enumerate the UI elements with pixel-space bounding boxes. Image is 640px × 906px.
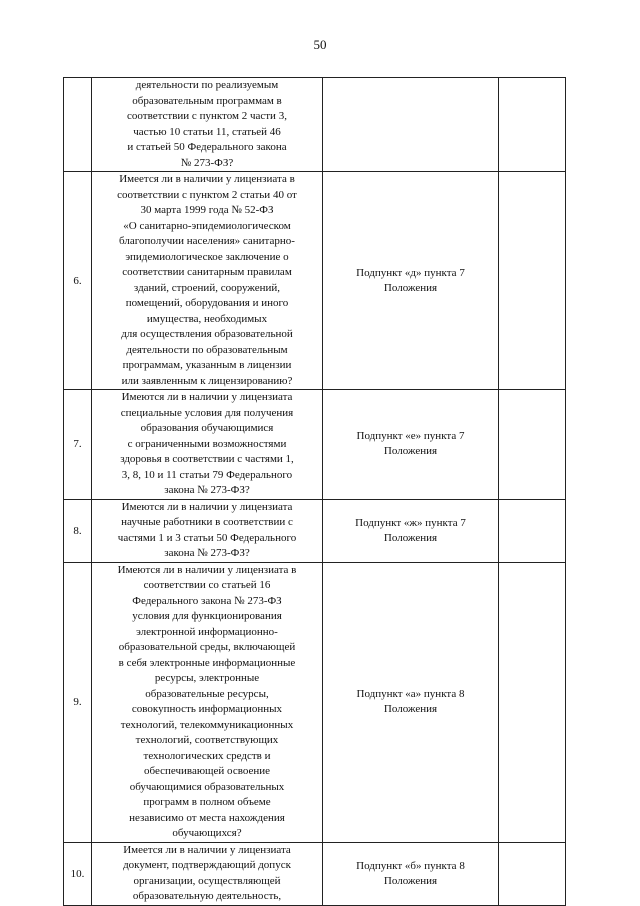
reference-cell: Подпункт «ж» пункта 7 Положения xyxy=(323,499,499,562)
reference-cell xyxy=(323,78,499,172)
row-number: 6. xyxy=(64,172,92,390)
answer-cell xyxy=(499,390,566,500)
page-number: 50 xyxy=(313,37,327,52)
table-row xyxy=(64,390,566,500)
row-number: 9. xyxy=(64,562,92,842)
answer-cell xyxy=(499,172,566,390)
reference-cell: Подпункт «е» пункта 7 Положения xyxy=(323,390,499,500)
row-number: 8. xyxy=(64,499,92,562)
answer-cell xyxy=(499,842,566,905)
question-cell: Имеется ли в наличии у лицензиата документ, подтверждающий допуск организации, осуществляющей образовательную деятельность, xyxy=(92,842,323,905)
row-number: 7. xyxy=(64,390,92,500)
answer-cell xyxy=(499,78,566,172)
table-row xyxy=(64,842,566,905)
table-row xyxy=(64,78,566,172)
reference-cell: Подпункт «б» пункта 8 Положения xyxy=(323,842,499,905)
reference-cell: Подпункт «д» пункта 7 Положения xyxy=(323,172,499,390)
table-row xyxy=(64,172,566,390)
question-cell: Имеются ли в наличии у лицензиата специальные условия для получения образования обучающимися с ограниченными возможностями здоровья в соответствии с частями 1, 3, 8, 10 и 11 статьи 79 Федерального закона № 273-ФЗ? xyxy=(92,390,323,500)
table-row xyxy=(64,562,566,842)
row-number xyxy=(64,78,92,172)
requirements-table xyxy=(63,77,566,906)
answer-cell xyxy=(499,499,566,562)
answer-cell xyxy=(499,562,566,842)
question-cell: Имеется ли в наличии у лицензиата в соответствии с пунктом 2 статьи 40 от 30 марта 1999 года № 52-ФЗ «О санитарно-эпидемиологическом благополучии населения» санитарно- эпидемиологическое заключение о соответствии санитарным правилам зданий, строений, сооружений, помещений, оборудования и иного имущества, необходимых для осуществления образовательной деятельности по образовательным программам, указанным в лицензии или заявленным к лицензированию? xyxy=(92,172,323,390)
question-cell: Имеются ли в наличии у лицензиата в соответствии со статьей 16 Федерального закона № 273-ФЗ условия для функционирования электронной информационно- образовательной среды, включающей в себя электронные информационные ресурсы, электронные образовательные ресурсы, совокупность информационных технологий, телекоммуникационных технологий, соответствующих технологических средств и обеспечивающей освоение обучающимися образовательных программ в полном объеме независимо от места нахождения обучающихся? xyxy=(92,562,323,842)
question-cell: Имеются ли в наличии у лицензиата научные работники в соответствии с частями 1 и 3 статьи 50 Федерального закона № 273-ФЗ? xyxy=(92,499,323,562)
table-row xyxy=(64,499,566,562)
row-number: 10. xyxy=(64,842,92,905)
question-cell: деятельности по реализуемым образовательным программам в соответствии с пунктом 2 части 3, частью 10 статьи 11, статьей 46 и статьей 50 Федерального закона № 273-ФЗ? xyxy=(92,78,323,172)
reference-cell: Подпункт «а» пункта 8 Положения xyxy=(323,562,499,842)
